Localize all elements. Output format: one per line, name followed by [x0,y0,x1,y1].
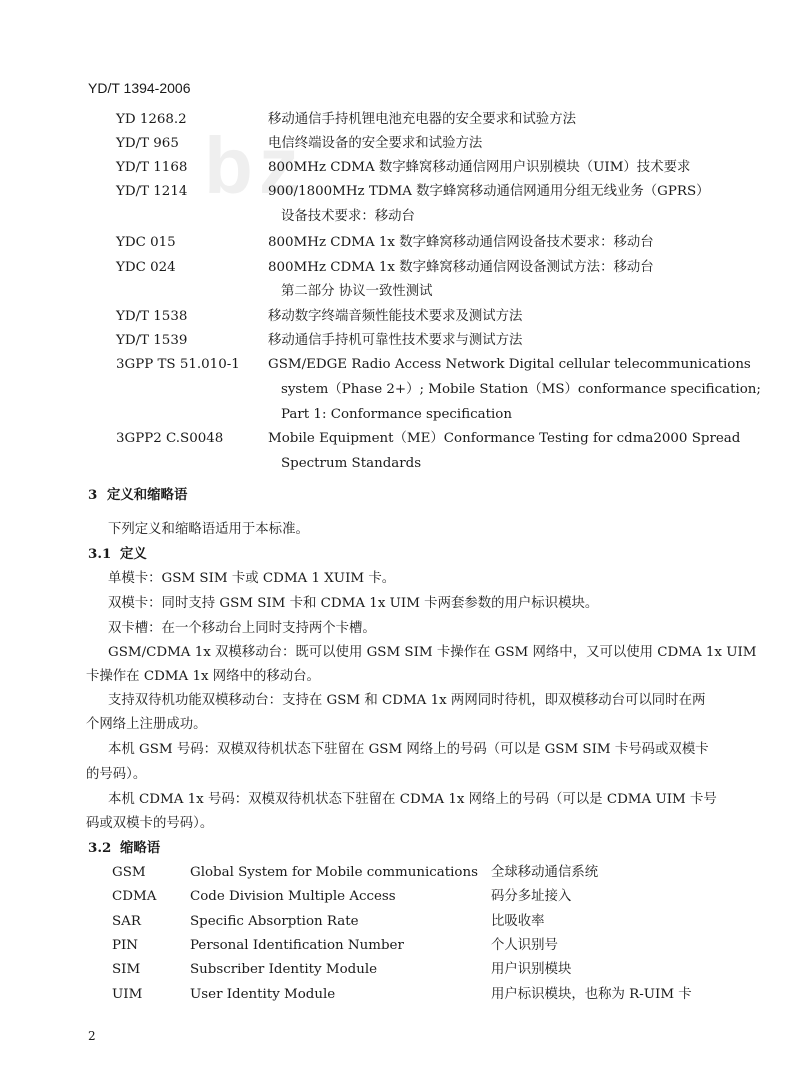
reference-title: 900/1800MHz TDMA 数字蜂窝移动通信网通用分组无线业务（GPRS） [268,184,710,199]
subsection-number: 3.1 [88,546,112,562]
definition-line: 双卡槽：在一个移动台上同时支持两个卡槽。 [108,621,376,636]
definition-line: 双模卡：同时支持 GSM SIM 卡和 CDMA 1x UIM 卡两套参数的用户标识模块。 [108,596,599,611]
abbreviation-code: GSM [112,865,146,880]
section-number: 3 [88,487,98,503]
section-title: 定义和缩略语 [107,487,188,503]
abbreviation-code: SAR [112,914,141,929]
reference-code: YDC 015 [116,235,176,250]
abbreviation-english: Specific Absorption Rate [190,914,359,929]
subsection-number: 3.2 [88,840,112,856]
reference-title-continuation: 第二部分 协议一致性测试 [281,284,433,299]
abbreviation-english: Global System for Mobile communications [190,865,478,880]
definition-line: 本机 GSM 号码：双模双待机状态下驻留在 GSM 网络上的号码（可以是 GSM SIM 卡号码或双模卡 [108,742,709,757]
abbreviation-code: SIM [112,962,141,977]
reference-title: 800MHz CDMA 1x 数字蜂窝移动通信网设备技术要求：移动台 [268,235,654,250]
definition-line: 个网络上注册成功。 [86,717,207,732]
definition-line: 本机 CDMA 1x 号码：双模双待机状态下驻留在 CDMA 1x 网络上的号码（可以是 CDMA UIM 卡号 [108,792,717,807]
abbreviation-chinese: 用户标识模块，也称为 R-UIM 卡 [491,987,692,1002]
reference-title: 移动通信手持机锂电池充电器的安全要求和试验方法 [268,112,576,127]
abbreviation-english: Code Division Multiple Access [190,889,396,904]
reference-title: GSM/EDGE Radio Access Network Digital cellular telecommunications [268,357,751,372]
reference-code: YD 1268.2 [116,112,187,127]
definition-line: 支持双待机功能双模移动台：支持在 GSM 和 CDMA 1x 两网同时待机，即双模移动台可以同时在两 [108,693,706,708]
abbreviation-english: Subscriber Identity Module [190,962,378,977]
reference-code: YD/T 965 [116,136,179,151]
abbreviation-chinese: 个人识别号 [491,938,558,953]
definition-line: GSM/CDMA 1x 双模移动台：既可以使用 GSM SIM 卡操作在 GSM 网络中，又可以使用 CDMA 1x UIM [108,645,757,660]
section-intro: 下列定义和缩略语适用于本标准。 [108,522,309,537]
definition-line: 码或双模卡的号码）。 [86,816,214,831]
abbreviation-code: UIM [112,987,143,1002]
reference-title: 800MHz CDMA 1x 数字蜂窝移动通信网设备测试方法：移动台 [268,260,654,275]
reference-code: YD/T 1214 [116,184,188,199]
reference-title: Mobile Equipment（ME）Conformance Testing for cdma2000 Spread [268,431,741,446]
subsection-title: 缩略语 [120,840,161,856]
reference-title-continuation: system（Phase 2+）; Mobile Station（MS）conformance specification; [281,382,761,397]
watermark: bz [204,121,305,210]
reference-title-continuation: Part 1: Conformance specification [281,407,512,422]
page-number: 2 [88,1029,96,1043]
reference-code: 3GPP2 C.S0048 [116,431,224,446]
reference-code: 3GPP TS 51.010-1 [116,357,240,372]
reference-title: 移动数字终端音频性能技术要求及测试方法 [268,309,523,324]
abbreviation-chinese: 全球移动通信系统 [491,865,599,880]
definition-line: 卡操作在 CDMA 1x 网络中的移动台。 [86,669,320,684]
abbreviation-english: Personal Identification Number [190,938,404,953]
abbreviation-chinese: 用户识别模块 [491,962,572,977]
reference-title: 电信终端设备的安全要求和试验方法 [268,136,483,151]
definition-line: 单模卡：GSM SIM 卡或 CDMA 1 XUIM 卡。 [108,571,396,586]
abbreviation-code: CDMA [112,889,157,904]
reference-code: YD/T 1539 [116,333,188,348]
abbreviation-chinese: 码分多址接入 [491,889,572,904]
reference-code: YD/T 1538 [116,309,188,324]
abbreviation-chinese: 比吸收率 [491,914,545,929]
reference-title-continuation: Spectrum Standards [281,456,422,471]
reference-title: 800MHz CDMA 数字蜂窝移动通信网用户识别模块（UIM）技术要求 [268,160,691,175]
reference-title-continuation: 设备技术要求：移动台 [281,209,415,224]
abbreviation-code: PIN [112,938,139,953]
reference-code: YD/T 1168 [116,160,188,175]
standard-code-header: YD/T 1394-2006 [88,80,191,96]
reference-title: 移动通信手持机可靠性技术要求与测试方法 [268,333,523,348]
abbreviation-english: User Identity Module [190,987,336,1002]
definition-line: 的号码）。 [86,767,147,782]
subsection-title: 定义 [120,546,147,562]
reference-code: YDC 024 [116,260,176,275]
